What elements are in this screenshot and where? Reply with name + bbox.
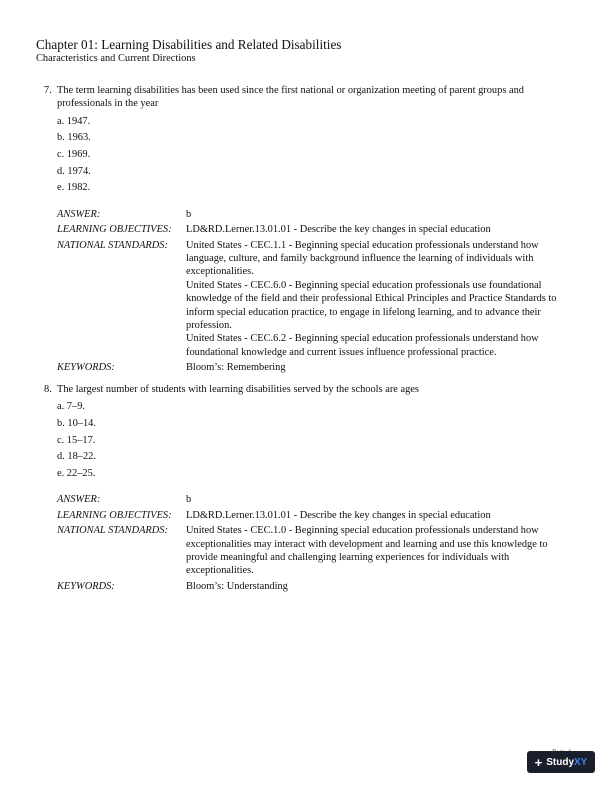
choice-list bbox=[57, 115, 574, 198]
question-metadata bbox=[57, 208, 574, 375]
choice-a: a. 1947. bbox=[57, 115, 91, 127]
answer-row bbox=[57, 493, 574, 506]
answer-value: b bbox=[186, 494, 192, 506]
brand-accent: XY bbox=[574, 756, 588, 768]
standard-item: United States - CEC.6.0 - Beginning special education professionals use foundational knowledge of the field and their professional Ethical Principles and Practice Standards to inform special education practice, to engage in lifelong learning, and to advance their profession. bbox=[186, 279, 557, 332]
objectives-value: LD&RD.Lerner.13.01.01 - Describe the key changes in special education bbox=[186, 509, 491, 521]
standard-item: United States - CEC.1.0 - Beginning special education professionals understand how exceptionalities may interact with development and learning and use this knowledge to provide meaningful and challenging learning experiences for individuals with exceptionalities. bbox=[186, 525, 548, 577]
choice-c: c. 15–17. bbox=[57, 434, 96, 446]
question-text: The largest number of students with learning disabilities served by the schools are ages bbox=[57, 384, 419, 395]
standards-row bbox=[57, 524, 574, 578]
keywords-label: KEYWORDS: bbox=[57, 362, 115, 374]
chapter-title: Chapter 01: Learning Disabilities and Related Disabilities bbox=[36, 37, 342, 52]
section-title: Characteristics and Current Directions bbox=[36, 53, 196, 64]
question-text: The term learning disabilities has been used since the first national or organization meeting of parent groups and professionals in the year bbox=[57, 85, 524, 110]
standard-item: United States - CEC.1.1 - Beginning special education professionals understand how language, culture, and family background influence the learning of individuals with exceptionalities. bbox=[186, 239, 539, 278]
objectives-value: LD&RD.Lerner.13.01.01 - Describe the key changes in special education bbox=[186, 224, 491, 236]
standards-row bbox=[57, 239, 574, 360]
plus-icon: + bbox=[534, 754, 543, 770]
question-number: 8. bbox=[44, 384, 52, 395]
question-7 bbox=[44, 84, 574, 377]
keywords-row bbox=[57, 361, 574, 374]
question-number: 7. bbox=[44, 85, 52, 96]
studyxy-badge[interactable] bbox=[527, 751, 595, 773]
keywords-row bbox=[57, 580, 574, 593]
choice-d: d. 18–22. bbox=[57, 451, 96, 463]
choice-e: e. 1982. bbox=[57, 182, 91, 194]
standards-value bbox=[186, 239, 574, 360]
choice-e: e. 22–25. bbox=[57, 467, 96, 479]
choice-list bbox=[57, 400, 574, 483]
answer-label: ANSWER: bbox=[57, 494, 101, 506]
objectives-row bbox=[57, 223, 574, 236]
keywords-label: KEYWORDS: bbox=[57, 580, 115, 592]
choice-b: b. 10–14. bbox=[57, 418, 96, 429]
objectives-label: LEARNING OBJECTIVES: bbox=[57, 509, 172, 521]
choice-d: d. 1974. bbox=[57, 165, 91, 177]
objectives-row bbox=[57, 509, 574, 522]
standards-value bbox=[186, 524, 574, 578]
standards-label: NATIONAL STANDARDS: bbox=[57, 525, 168, 537]
document-header bbox=[36, 37, 341, 65]
answer-value: b bbox=[186, 208, 192, 220]
question-8 bbox=[44, 383, 574, 595]
answer-row bbox=[57, 208, 574, 221]
question-metadata bbox=[57, 493, 574, 593]
question-stem bbox=[44, 383, 574, 396]
answer-label: ANSWER: bbox=[57, 208, 101, 220]
choice-a: a. 7–9. bbox=[57, 401, 85, 413]
question-stem bbox=[44, 84, 574, 111]
brand-name: Study bbox=[546, 756, 575, 768]
objectives-label: LEARNING OBJECTIVES: bbox=[57, 224, 172, 236]
keywords-value: Bloom’s: Remembering bbox=[186, 362, 286, 374]
standard-item: United States - CEC.6.2 - Beginning special education professionals understand how foundational knowledge and current issues influence professional practice. bbox=[186, 333, 539, 358]
standards-label: NATIONAL STANDARDS: bbox=[57, 239, 168, 251]
keywords-value: Bloom’s: Understanding bbox=[186, 580, 288, 592]
choice-c: c. 1969. bbox=[57, 149, 91, 160]
choice-b: b. 1963. bbox=[57, 132, 91, 144]
